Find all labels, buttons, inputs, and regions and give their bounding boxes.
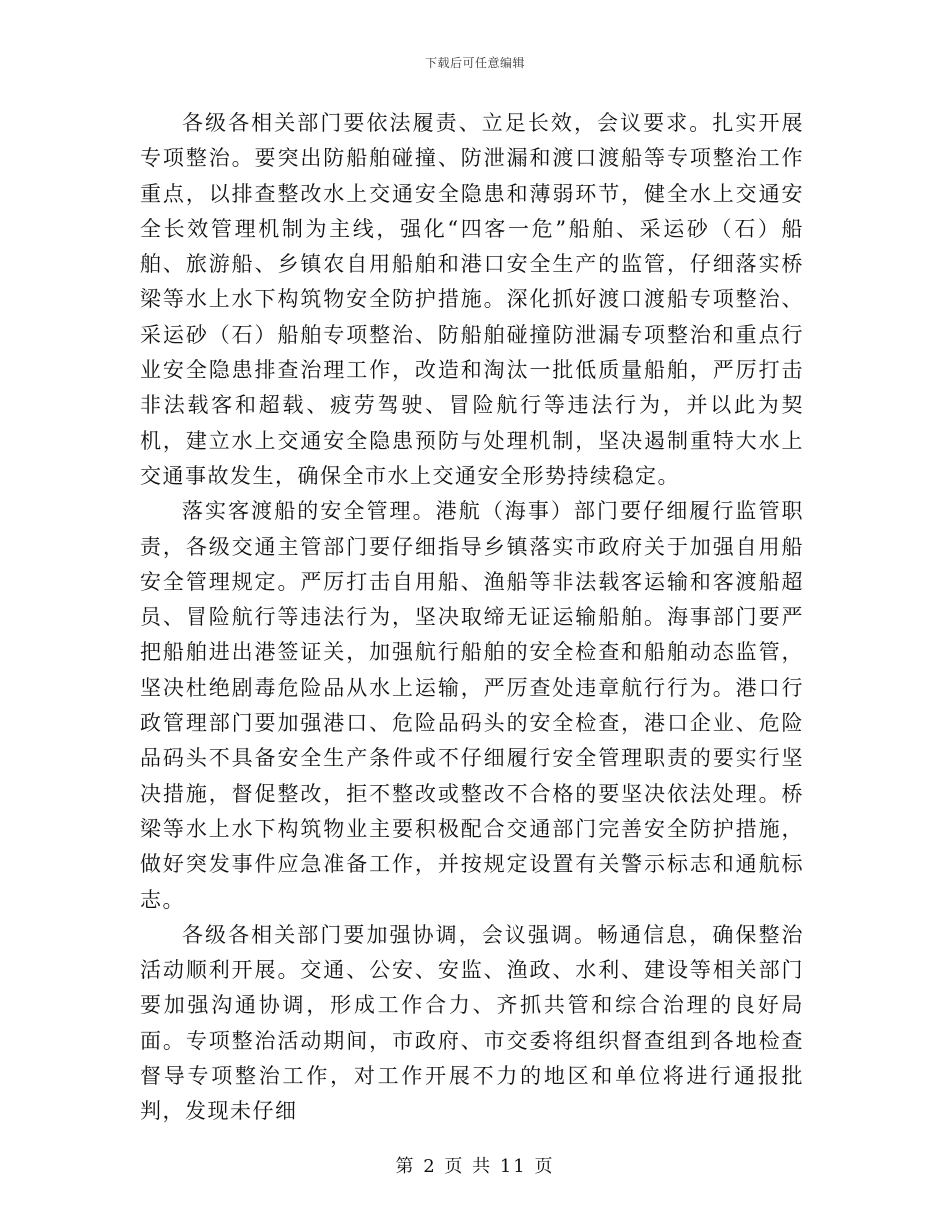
body-paragraph-3: 各级各相关部门要加强协调，会议强调。畅通信息，确保整治活动顺利开展。交通、公安、安监、渔政、水利、建设等相关部门要加强沟通协调，形成工作合力、齐抓共管和综合治理的良好局面。专项整治活动期间，市政府、市交委将组织督查组到各地检查督导专项整治工作，对工作开展不力的地区和单位将进行通报批判，发现未仔细 — [140, 922, 804, 1124]
page-header-note: 下载后可任意编辑 — [424, 56, 525, 70]
body-paragraph-1: 各级各相关部门要依法履责、立足长效，会议要求。扎实开展专项整治。要突出防船舶碰撞、防泄漏和渡口渡船等专项整治工作重点，以排查整改水上交通安全隐患和薄弱环节，健全水上交通安全长效管理机制为主线，强化“四客一危”船舶、采运砂（石）船舶、旅游船、乡镇农自用船舶和港口安全生产的监管，仔细落实桥梁等水上水下构筑物安全防护措施。深化抓好渡口渡船专项整治、采运砂（石）船舶专项整治、防船舶碰撞防泄漏专项整治和重点行业安全隐患排查治理工作，改造和淘汰一批低质量船舶，严厉打击非法载客和超载、疲劳驾驶、冒险航行等违法行为，并以此为契机，建立水上交通安全隐患预防与处理机制，坚决遏制重特大水上交通事故发生，确保全市水上交通安全形势持续稳定。 — [140, 111, 804, 488]
document-body — [140, 106, 804, 1130]
body-paragraph-2: 落实客渡船的安全管理。港航（海事）部门要仔细履行监管职责，各级交通主管部门要仔细指导乡镇落实市政府关于加强自用船安全管理规定。严厉打击自用船、渔船等非法载客运输和客渡船超员、冒险航行等违法行为，坚决取缔无证运输船舶。海事部门要严把船舶进出港签证关，加强航行船舶的安全检查和船舶动态监管，坚决杜绝剧毒危险品从水上运输，严厉查处违章航行行为。港口行政管理部门要加强港口、危险品码头的安全检查，港口企业、危险品码头不具备安全生产条件或不仔细履行安全管理职责的要实行坚决措施，督促整改，拒不整改或整改不合格的要坚决依法处理。桥梁等水上水下构筑物业主要积极配合交通部门完善安全防护措施，做好突发事件应急准备工作，并按规定设置有关警示标志和通航标志。 — [140, 499, 804, 912]
page-number-footer: 第 2 页 共 11 页 — [395, 1156, 555, 1177]
